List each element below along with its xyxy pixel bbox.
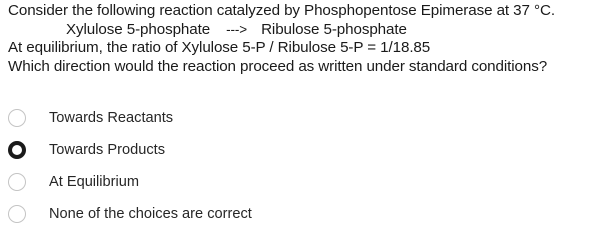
question-text (8, 2, 600, 76)
choice-label: Towards Reactants (49, 110, 174, 126)
choice-towards-reactants[interactable] (8, 106, 568, 130)
reaction-equation (8, 21, 600, 40)
radio-button[interactable] (8, 109, 26, 127)
question-line-4: Which direction would the reaction proceed as written under standard conditions? (8, 57, 548, 75)
choice-at-equilibrium[interactable] (8, 170, 568, 194)
product-label: Ribulose 5-phosphate (261, 20, 407, 38)
reactant-label: Xylulose 5-phosphate (66, 20, 211, 38)
choice-label: Towards Products (49, 142, 165, 158)
question-line-3: At equilibrium, the ratio of Xylulose 5-P / Ribulose 5-P = 1/18.85 (8, 39, 431, 57)
reaction-arrow: ---> (226, 21, 248, 37)
choice-label: At Equilibrium (49, 174, 140, 190)
radio-button[interactable] (8, 205, 26, 223)
radio-button[interactable] (8, 173, 26, 191)
radio-button-selected[interactable] (8, 141, 26, 159)
question-line-1: Consider the following reaction catalyzed by Phosphopentose Epimerase at 37 °C. (8, 2, 555, 19)
choice-none-correct[interactable] (8, 202, 568, 226)
choice-towards-products[interactable] (8, 138, 568, 162)
choice-label: None of the choices are correct (49, 206, 252, 222)
